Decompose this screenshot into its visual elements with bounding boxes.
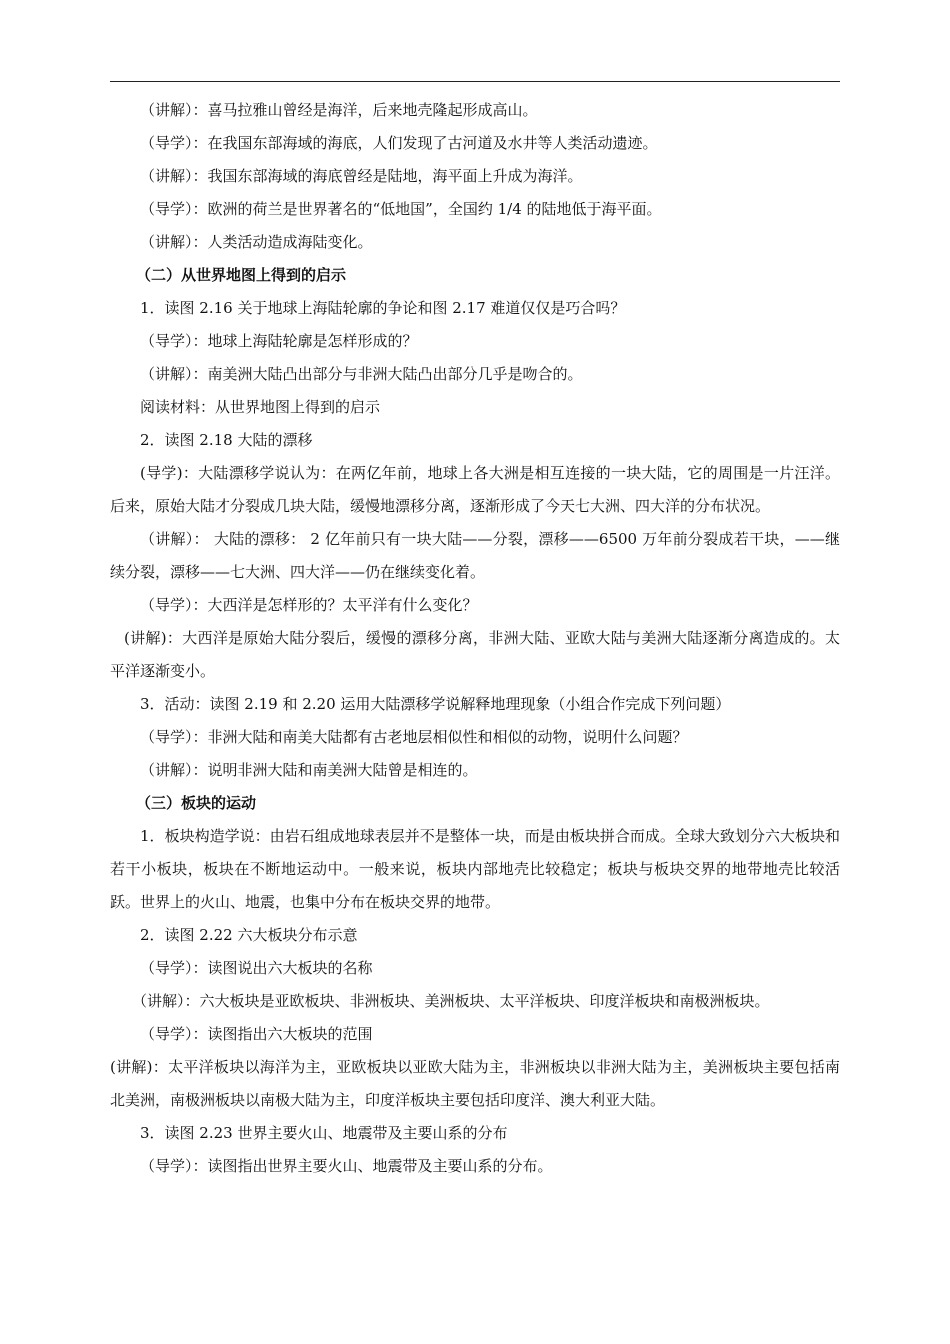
paragraph: 3．活动：读图 2.19 和 2.20 运用大陆漂移学说解释地理现象（小组合作完成下列问题） (140, 695, 731, 713)
paragraph: （讲解）：南美洲大陆凸出部分与非洲大陆凸出部分几乎是吻合的。 (140, 365, 583, 383)
paragraph: 1．读图 2.16 关于地球上海陆轮廓的争论和图 2.17 难道仅仅是巧合吗？ (140, 299, 626, 317)
paragraph: （导学）：读图指出六大板块的范围 (140, 1025, 373, 1043)
paragraph: （导学）：大西洋是怎样形的？太平洋有什么变化？ (140, 596, 478, 614)
paragraph: (导学)：大陆漂移学说认为：在两亿年前，地球上各大洲是相互连接的一块大陆，它的周围是一片汪洋。后来，原始大陆才分裂成几块大陆，缓慢地漂移分离，逐渐形成了今天七大洲、四大洋的分布状况。 (110, 464, 840, 515)
paragraph: (讲解)：大西洋是原始大陆分裂后，缓慢的漂移分离，非洲大陆、亚欧大陆与美洲大陆逐渐分离造成的。太平洋逐渐变小。 (110, 629, 840, 680)
paragraph: （讲解）：说明非洲大陆和南美洲大陆曾是相连的。 (140, 761, 478, 779)
paragraph: （讲解）：人类活动造成海陆变化。 (140, 233, 373, 251)
paragraph: 3．读图 2.23 世界主要火山、地震带及主要山系的分布 (140, 1124, 508, 1142)
section-heading: （三）板块的运动 (136, 794, 257, 812)
paragraph: 2．读图 2.22 六大板块分布示意 (140, 926, 358, 944)
paragraph: （讲解）：六大板块是亚欧板块、非洲板块、美洲板块、太平洋板块、印度洋板块和南极洲板块。 (132, 992, 770, 1010)
paragraph: （导学）：读图指出世界主要火山、地震带及主要山系的分布。 (140, 1157, 553, 1175)
paragraph: （讲解）：我国东部海域的海底曾经是陆地，海平面上升成为海洋。 (140, 167, 583, 185)
paragraph: （讲解）： 大陆的漂移： 2 亿年前只有一块大陆——分裂，漂移——6500 万年前分裂成若干块，——继续分裂，漂移——七大洲、四大洋——仍在继续变化着。 (110, 530, 840, 581)
paragraph: （导学）：在我国东部海域的海底，人们发现了古河道及水井等人类活动遗迹。 (140, 134, 658, 152)
paragraph: 2．读图 2.18 大陆的漂移 (140, 431, 313, 449)
document-body (110, 94, 840, 1183)
paragraph: （导学）：欧洲的荷兰是世界著名的“低地国”，全国约 1/4 的陆地低于海平面。 (140, 200, 662, 218)
paragraph: 1．板块构造学说：由岩石组成地球表层并不是整体一块，而是由板块拼合而成。全球大致划分六大板块和若干小板块，板块在不断地运动中。一般来说，板块内部地壳比较稳定；板块与板块交界的地带地壳比较活跃。世界上的火山、地震，也集中分布在板块交界的地带。 (110, 827, 840, 911)
paragraph: （导学）：非洲大陆和南美大陆都有古老地层相似性和相似的动物，说明什么问题？ (140, 728, 688, 746)
section-heading: （二）从世界地图上得到的启示 (136, 266, 347, 284)
paragraph: 阅读材料：从世界地图上得到的启示 (140, 398, 381, 416)
paragraph: （导学）：地球上海陆轮廓是怎样形成的？ (140, 332, 418, 350)
paragraph: （讲解）：喜马拉雅山曾经是海洋，后来地壳隆起形成高山。 (140, 101, 538, 119)
header-rule (110, 81, 840, 82)
paragraph: （导学）：读图说出六大板块的名称 (140, 959, 373, 977)
paragraph: (讲解)：太平洋板块以海洋为主，亚欧板块以亚欧大陆为主，非洲板块以非洲大陆为主，美洲板块主要包括南北美洲，南极洲板块以南极大陆为主，印度洋板块主要包括印度洋、澳大利亚大陆。 (110, 1058, 840, 1109)
